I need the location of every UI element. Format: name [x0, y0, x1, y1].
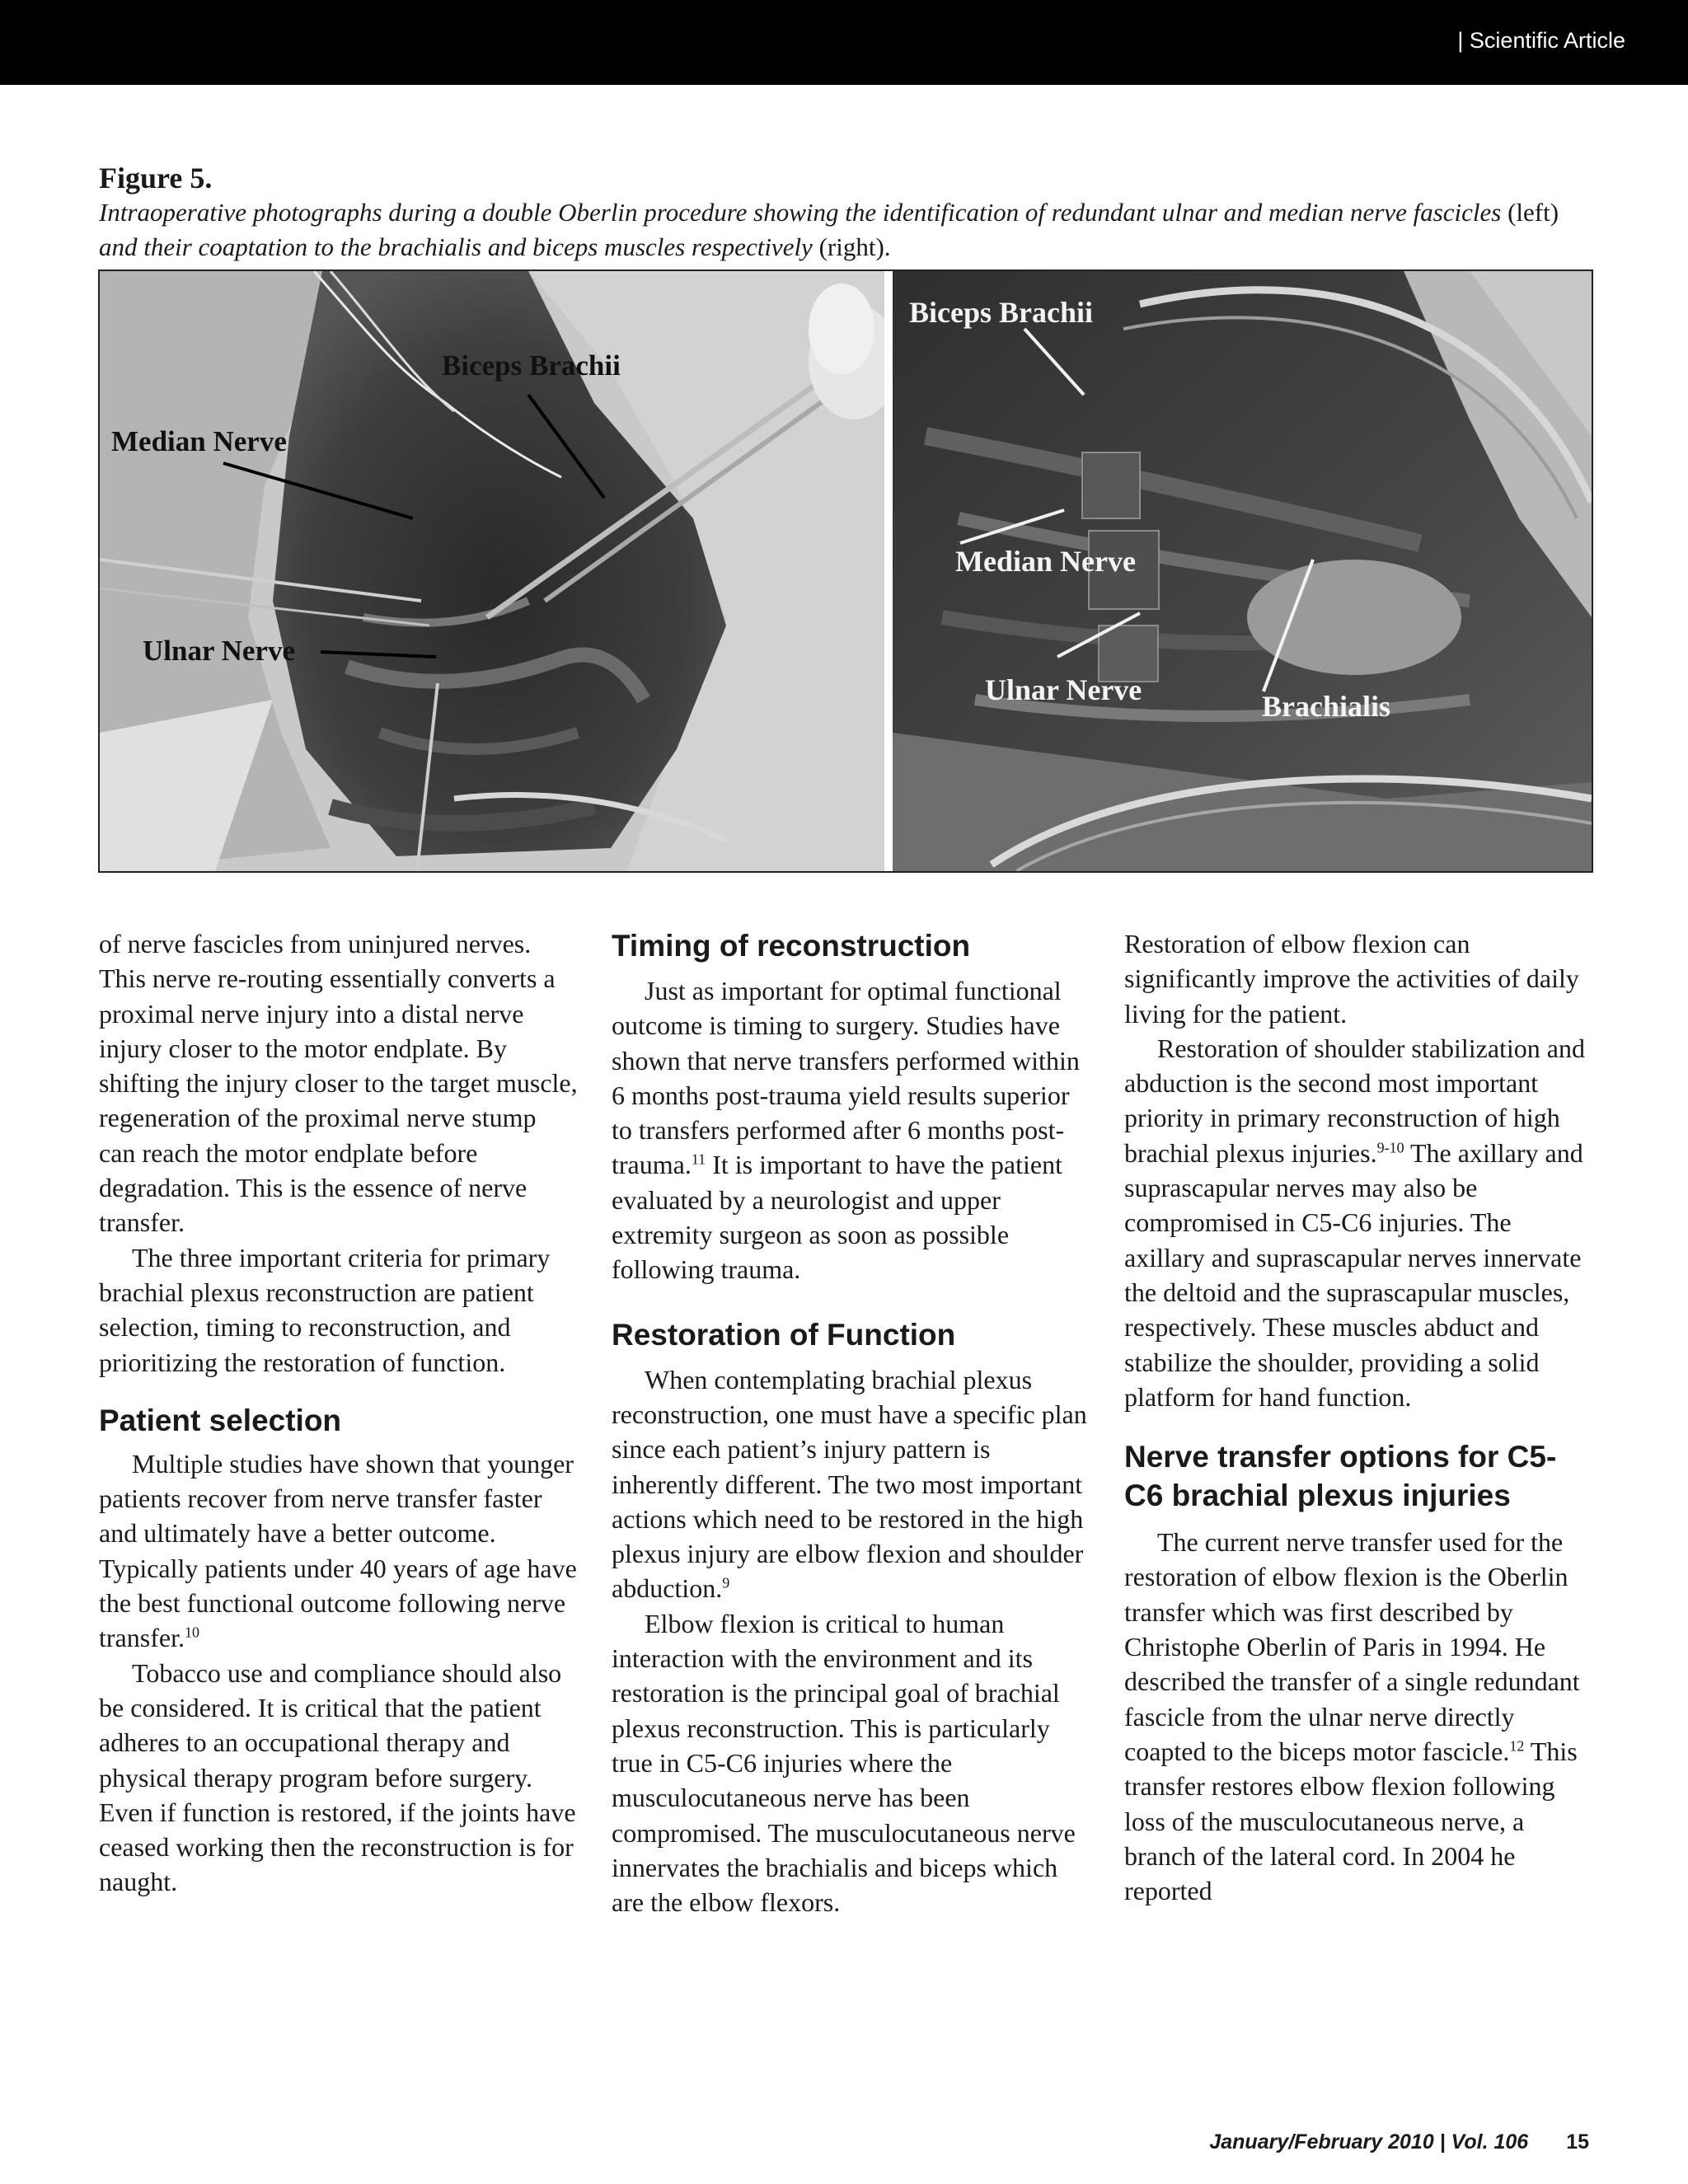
caption-part-3: and their coaptation to the brachialis and biceps muscles respectively — [99, 232, 813, 261]
citation-ref: 9 — [722, 1574, 730, 1591]
page-footer — [1209, 2130, 1589, 2154]
journal-issue: January/February 2010 | Vol. 106 — [1209, 2130, 1529, 2154]
left-label-biceps: Biceps Brachii — [442, 349, 621, 382]
col2-paragraph-2-text: When contemplating brachial plexus reconstruction, one must have a specific plan since each patient’s injury pattern is inherently different. The two most important actions which need to be restored in the high plexus injury are elbow flexion and shoulder abduction. — [612, 1364, 1087, 1604]
figure-caption — [99, 195, 1599, 265]
col2-paragraph-1 — [612, 973, 1090, 1287]
col2-paragraph-2 — [612, 1362, 1090, 1606]
heading-timing: Timing of reconstruction — [612, 929, 971, 963]
col3-paragraph-1: Restoration of elbow flexion can significantly improve the activities of daily living for the patient. — [1124, 929, 1579, 1029]
right-label-brachialis: Brachialis — [1262, 690, 1391, 723]
left-label-median: Median Nerve — [111, 425, 287, 457]
figure-title: Figure 5. — [99, 162, 213, 194]
col3-paragraph-3-text-b: This transfer restores elbow flexion following loss of the musculocutaneous nerve, a branch of the lateral cord. In 2004 he reported — [1124, 1736, 1578, 1906]
col3-paragraph-3 — [1124, 1525, 1594, 1908]
right-label-median: Median Nerve — [955, 545, 1136, 578]
caption-part-2: (left) — [1501, 198, 1559, 227]
right-label-ulnar: Ulnar Nerve — [985, 673, 1142, 706]
heading-restoration: Restoration of Function — [612, 1317, 956, 1352]
col3-paragraph-2 — [1124, 1031, 1594, 1414]
citation-ref: 9-10 — [1376, 1139, 1404, 1156]
right-intraoperative-photo — [893, 271, 1592, 871]
col1-paragraph-2: The three important criteria for primary brachial plexus reconstruction are patient selection, timing to reconstruction, and prioritizing the restoration of function. — [99, 1242, 551, 1377]
citation-ref: 11 — [691, 1151, 706, 1168]
col3-paragraph-3-text-a: The current nerve transfer used for the restoration of elbow flexion is the Oberlin transfer which was first described by Christophe Oberlin of Paris in 1994. He described the transfer of a single redundant fascicle from the ulnar nerve directly coapted to the biceps motor fascicle. — [1124, 1527, 1580, 1766]
section-label: | Scientific Article — [1457, 28, 1625, 53]
col1-paragraph-3-text: Multiple studies have shown that younger patients recover from nerve transfer faster and ultimately have a better outcome. Typically patients under 40 years of age have the best functional outcome following nerve transfer. — [99, 1448, 577, 1653]
col3-paragraph-2-text-b: The axillary and suprascapular nerves may also be compromised in C5-C6 injuries. The axillary and suprascapular nerves innervate the deltoid and the suprascapular muscles, respectively. These muscles abduct and stabilize the shoulder, providing a solid platform for hand function. — [1124, 1137, 1583, 1412]
caption-part-1: Intraoperative photographs during a double Oberlin procedure showing the identification of redundant ulnar and median nerve fascicles — [99, 198, 1502, 227]
heading-patient-selection: Patient selection — [99, 1403, 342, 1437]
left-label-ulnar: Ulnar Nerve — [143, 635, 295, 667]
citation-ref: 10 — [184, 1624, 199, 1641]
right-label-biceps: Biceps Brachii — [909, 296, 1093, 329]
text-column-1 — [99, 926, 579, 1900]
col1-paragraph-3 — [99, 1446, 579, 1656]
text-column-3 — [1124, 926, 1594, 1908]
col2-paragraph-1-text-a: Just as important for optimal functional outcome is timing to surgery. Studies have shown that nerve transfers performed within 6 months post-trauma yield results superior to transfers performed after 6 months post-trauma. — [612, 976, 1080, 1180]
col2-paragraph-1-text-b: It is important to have the patient evaluated by a neurologist and upper extremity surgeon as soon as possible following trauma. — [612, 1150, 1062, 1285]
citation-ref: 12 — [1509, 1737, 1525, 1755]
page-number: 15 — [1566, 2130, 1589, 2154]
col1-paragraph-1: of nerve fascicles from uninjured nerves. This nerve re-routing essentially converts a proximal nerve injury into a distal nerve injury closer to the motor endplate. By shifting the injury closer to the target muscle, regeneration of the proximal nerve stump can reach the motor endplate before degradation. This is the essence of nerve transfer. — [99, 929, 578, 1238]
figure-photographs — [98, 269, 1593, 873]
left-intraoperative-photo — [100, 271, 884, 871]
col1-paragraph-4: Tobacco use and compliance should also be considered. It is critical that the patient adheres to an occupational therapy and physical therapy program before surgery. Even if function is restored, if the joints have ceased working then the reconstruction is for naught. — [99, 1657, 576, 1897]
caption-part-4: (right). — [812, 232, 891, 261]
header-bar — [0, 0, 1688, 85]
col3-paragraph-2-text-a: Restoration of shoulder stabilization and abduction is the second most important priority in primary reconstruction of high brachial plexus injuries. — [1124, 1033, 1585, 1168]
text-column-2 — [612, 926, 1090, 1919]
heading-nerve-transfer-options: Nerve transfer options for C5-C6 brachial plexus injuries — [1124, 1440, 1557, 1513]
col2-paragraph-3: Elbow flexion is critical to human interaction with the environment and its restoration is the principal goal of brachial plexus reconstruction. This is particularly true in C5-C6 injuries where the musculocutaneous nerve has been compromised. The musculocutaneous nerve innervates the brachialis and biceps which are the elbow flexors. — [612, 1608, 1076, 1918]
